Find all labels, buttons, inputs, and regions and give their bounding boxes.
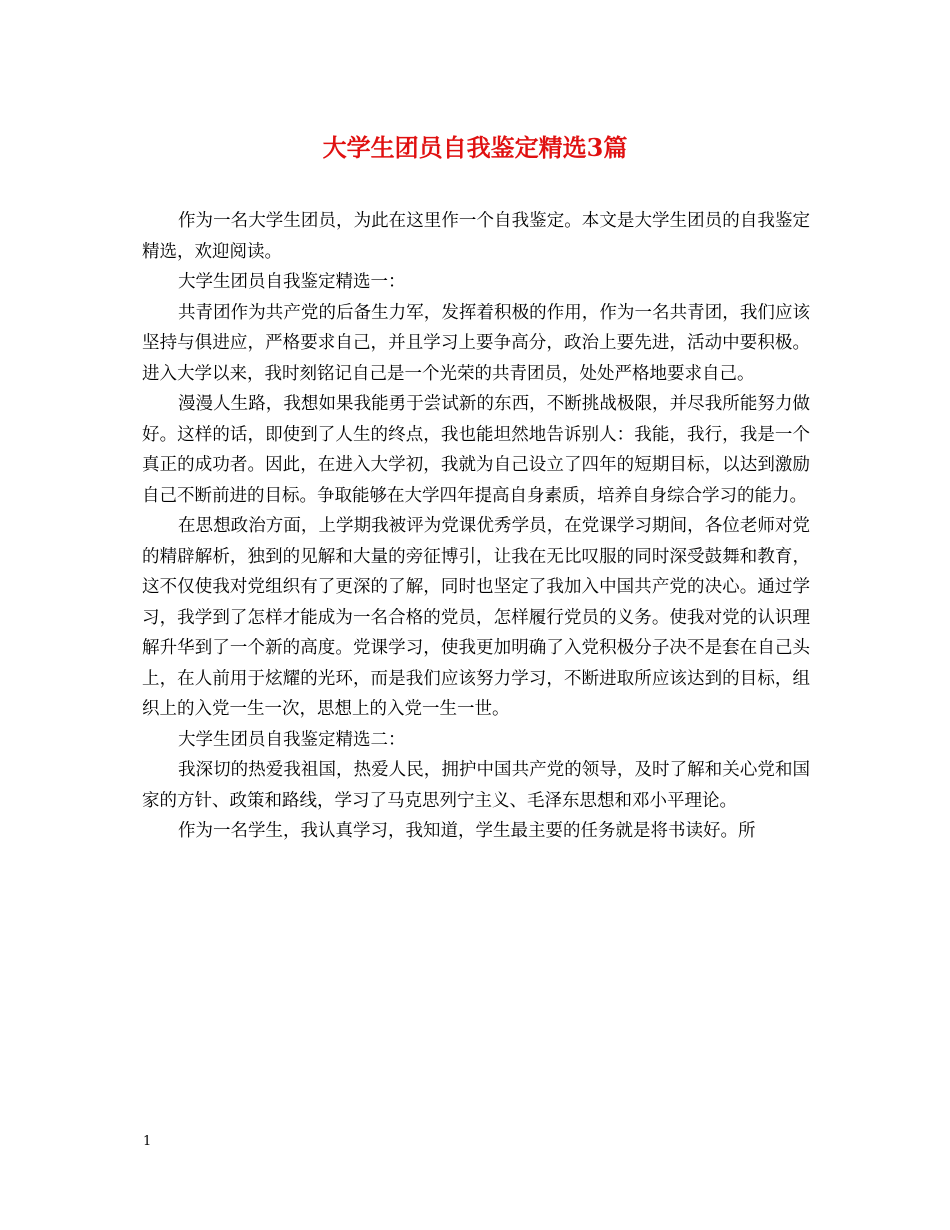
document-title: 大学生团员自我鉴定精选3篇 bbox=[322, 133, 628, 162]
body-paragraph: 共青团作为共产党的后备生力军，发挥着积极的作用，作为一名共青团，我们应该坚持与俱进应，严格要求自己，并且学习上要争高分，政治上要先进，活动中要积极。进入大学以来，我时刻铭记自己是一个光荣的共青团员，处处严格地要求自己。 bbox=[142, 302, 810, 384]
page-number: 1 bbox=[143, 1134, 152, 1149]
body-paragraph: 我深切的热爱我祖国，热爱人民，拥护中国共产党的领导，及时了解和关心党和国家的方针、政策和路线，学习了马克思列宁主义、毛泽东思想和邓小平理论。 bbox=[142, 760, 810, 811]
body-paragraph: 在思想政治方面，上学期我被评为党课优秀学员，在党课学习期间，各位老师对党的精辟解析，独到的见解和大量的旁征博引，让我在无比叹服的同时深受鼓舞和教育，这不仅使我对党组织有了更深的了解，同时也坚定了我加入中国共产党的决心。通过学习，我学到了怎样才能成为一名合格的党员，怎样履行党员的义务。使我对党的认识理解升华到了一个新的高度。党课学习，使我更加明确了入党积极分子决不是套在自己头上，在人前用于炫耀的光环，而是我们应该努力学习，不断进取所应该达到的目标，组织上的入党一生一次，思想上的入党一生一世。 bbox=[142, 516, 810, 719]
document-body bbox=[142, 206, 810, 847]
body-paragraph: 漫漫人生路，我想如果我能勇于尝试新的东西，不断挑战极限，并尽我所能努力做好。这样的话，即使到了人生的终点，我也能坦然地告诉别人：我能，我行，我是一个真正的成功者。因此，在进入大学初，我就为自己设立了四年的短期目标，以达到激励自己不断前进的目标。争取能够在大学四年提高自身素质，培养自身综合学习的能力。 bbox=[142, 394, 810, 506]
section-heading-one: 大学生团员自我鉴定精选一： bbox=[178, 272, 406, 292]
intro-paragraph: 作为一名大学生团员，为此在这里作一个自我鉴定。本文是大学生团员的自我鉴定精选，欢迎阅读。 bbox=[142, 211, 810, 262]
body-paragraph: 作为一名学生，我认真学习，我知道，学生最主要的任务就是将书读好。所 bbox=[178, 821, 756, 841]
section-heading-two: 大学生团员自我鉴定精选二： bbox=[178, 729, 406, 750]
